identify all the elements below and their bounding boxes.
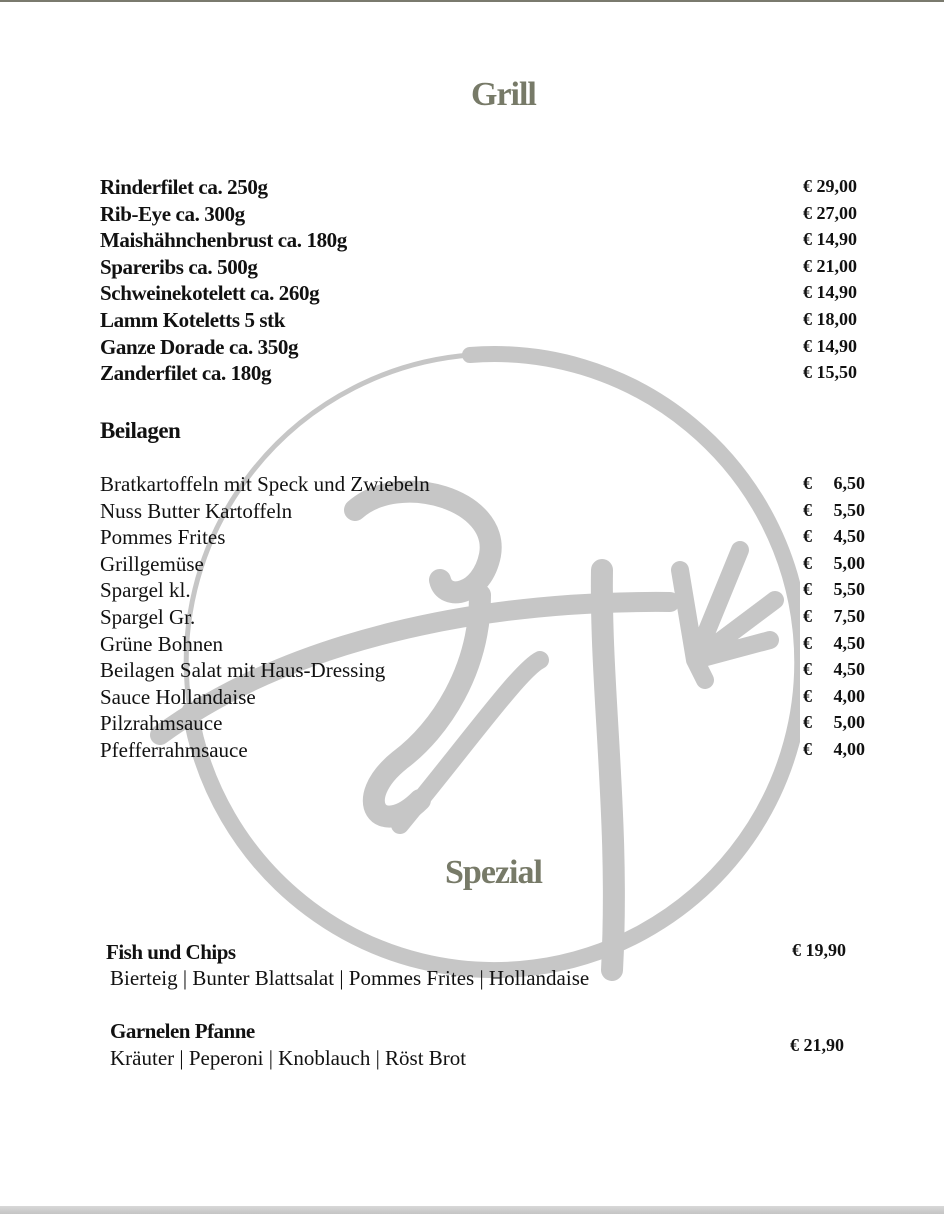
side-row [0, 552, 944, 579]
side-row [0, 525, 944, 552]
grill-heading: Grill [471, 76, 536, 113]
side-item-price [803, 500, 865, 521]
spezial-heading: Spezial [445, 854, 542, 891]
side-row [0, 738, 944, 765]
side-item-price [803, 739, 865, 760]
menu-item-price: € 15,50 [803, 362, 857, 383]
menu-item-name: Schweinekotelett ca. 260g [100, 281, 320, 306]
special-item-description: Kräuter | Peperoni | Knoblauch | Röst Brot [110, 1046, 467, 1070]
menu-item-name: Maishähnchenbrust ca. 180g [100, 228, 347, 253]
side-row [0, 578, 944, 605]
special-item-description: Bierteig | Bunter Blattsalat | Pommes Frites | Hollandaise [110, 966, 590, 990]
special-item-price: € 19,90 [792, 940, 846, 960]
side-item-price [803, 526, 865, 547]
menu-row [0, 335, 944, 362]
price-amount: 4,00 [833, 685, 865, 706]
side-row [0, 711, 944, 738]
menu-row [0, 228, 944, 255]
side-item-name: Sauce Hollandaise [100, 684, 256, 709]
menu-row [0, 175, 944, 202]
currency-symbol: € [803, 499, 812, 520]
side-row [0, 632, 944, 659]
side-item-name: Pilzrahmsauce [100, 711, 223, 736]
currency-symbol: € [803, 659, 812, 680]
currency-symbol: € [803, 606, 812, 626]
side-item-price [803, 606, 865, 627]
special-item-name: Fish und Chips [106, 940, 236, 964]
top-border [0, 0, 944, 2]
menu-item-name: Rinderfilet ca. 250g [100, 175, 268, 199]
side-row [0, 605, 944, 632]
menu-item-name: Spareribs ca. 500g [100, 254, 258, 279]
side-item-name: Pfefferrahmsauce [100, 738, 248, 762]
side-item-price [803, 579, 865, 600]
side-item-price [803, 553, 865, 574]
side-item-name: Bratkartoffeln mit Speck und Zwiebeln [100, 472, 430, 496]
side-row [0, 499, 944, 526]
menu-item-name: Rib-Eye ca. 300g [100, 201, 245, 226]
menu-row [0, 361, 944, 388]
menu-row [0, 281, 944, 308]
menu-item-price: € 27,00 [803, 202, 857, 223]
price-amount: 4,50 [833, 526, 865, 547]
price-amount: 4,00 [833, 739, 865, 759]
menu-item-price: € 14,90 [803, 282, 857, 303]
side-row [0, 472, 944, 499]
special-item-name: Garnelen Pfanne [110, 1019, 255, 1043]
currency-symbol: € [803, 739, 812, 759]
currency-symbol: € [803, 552, 812, 573]
menu-item-price: € 29,00 [803, 176, 857, 196]
side-item-name: Nuss Butter Kartoffeln [100, 498, 293, 523]
menu-row [0, 308, 944, 335]
menu-item-price: € 18,00 [803, 309, 857, 329]
currency-symbol: € [803, 712, 812, 733]
currency-symbol: € [803, 632, 812, 653]
side-item-name: Spargel kl. [100, 578, 191, 603]
side-item-name: Grüne Bohnen [100, 631, 224, 656]
currency-symbol: € [803, 685, 812, 706]
menu-item-name: Lamm Koteletts 5 stk [100, 308, 286, 332]
currency-symbol: € [803, 526, 812, 547]
side-row [0, 685, 944, 712]
side-item-name: Pommes Frites [100, 525, 226, 550]
menu-item-price: € 14,90 [803, 229, 857, 250]
side-item-price [803, 633, 865, 654]
beilagen-heading: Beilagen [100, 418, 181, 443]
price-amount: 4,50 [833, 659, 865, 680]
bottom-scroll-edge [0, 1206, 944, 1214]
price-amount: 7,50 [833, 606, 865, 626]
side-item-price [803, 659, 865, 680]
side-item-name: Grillgemüse [100, 551, 204, 576]
menu-item-price: € 21,00 [803, 255, 857, 276]
menu-row [0, 255, 944, 282]
price-amount: 4,50 [833, 632, 865, 653]
price-amount: 6,50 [833, 473, 865, 493]
menu-item-price: € 14,90 [803, 335, 857, 356]
menu-row [0, 202, 944, 229]
menu-item-name: Ganze Dorade ca. 350g [100, 334, 299, 359]
price-amount: 5,50 [833, 499, 865, 520]
side-item-name: Beilagen Salat mit Haus-Dressing [100, 658, 386, 683]
side-item-price [803, 686, 865, 707]
price-amount: 5,50 [833, 579, 865, 600]
side-row [0, 658, 944, 685]
menu-item-name: Zanderfilet ca. 180g [100, 361, 272, 386]
price-amount: 5,00 [833, 552, 865, 573]
side-item-name: Spargel Gr. [100, 605, 196, 629]
currency-symbol: € [803, 473, 812, 493]
side-item-price [803, 712, 865, 733]
side-item-price [803, 473, 865, 494]
currency-symbol: € [803, 579, 812, 600]
price-amount: 5,00 [833, 712, 865, 733]
special-item-price: € 21,90 [790, 1035, 844, 1055]
